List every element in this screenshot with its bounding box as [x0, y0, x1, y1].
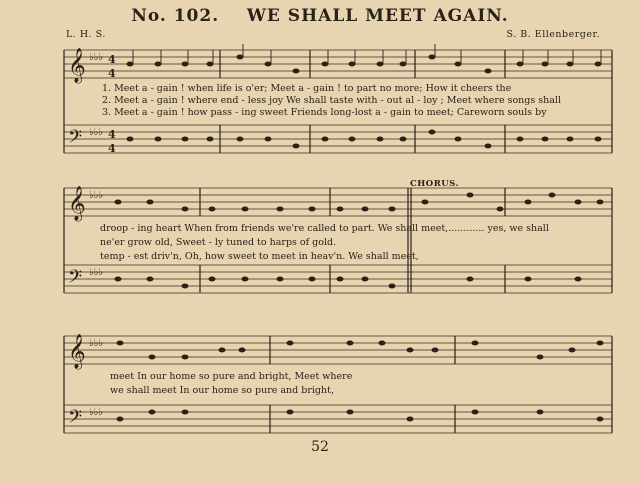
flat-sign-icon: ♭♭♭	[89, 267, 104, 278]
system-3-lyric-1: meet In our home so pure and bright, Meet where	[110, 371, 353, 382]
hymn-number: No. 102.	[131, 6, 220, 26]
bass-staff-1	[64, 125, 612, 153]
time-signature: 4	[108, 128, 116, 141]
verse-2-lyric: 2. Meet a - gain ! where end - less joy We shall taste with - out al - loy ; Meet where songs shall	[102, 95, 562, 106]
treble-clef-icon: 𝄞	[68, 48, 86, 83]
treble-staff-3	[64, 336, 612, 364]
treble-clef-icon: 𝄞	[68, 334, 86, 369]
time-signature: 4	[108, 142, 116, 155]
bass-clef-icon: 𝄢	[68, 407, 83, 432]
composer-credit: S. B. Ellenberger.	[506, 29, 600, 40]
flat-sign-icon: ♭♭♭	[89, 52, 104, 63]
verse-1-lyric: 1. Meet a - gain ! when life is o'er; Meet a - gain ! to part no more; How it cheers the	[102, 83, 512, 94]
treble-staff-1	[64, 50, 612, 78]
time-signature: 4	[108, 53, 116, 66]
system-2-lyric-3: temp - est driv'n, Oh, how sweet to meet in heav'n. We shall meet,	[100, 251, 419, 262]
treble-clef-icon: 𝄞	[68, 186, 86, 221]
time-signature: 4	[108, 67, 116, 80]
bass-clef-icon: 𝄢	[68, 127, 83, 152]
verse-3-lyric: 3. Meet a - gain ! how pass - ing sweet Friends long-lost a - gain to meet; Careworn souls by	[102, 107, 547, 118]
system-3-lyric-2: we shall meet In our home so pure and bright,	[110, 385, 334, 396]
flat-sign-icon: ♭♭♭	[89, 190, 104, 201]
system-2-lyric-1: droop - ing heart When from friends we're called to part. We shall meet,............ yes, we shall	[100, 223, 549, 234]
flat-sign-icon: ♭♭♭	[89, 407, 104, 418]
hymn-name: WE SHALL MEET AGAIN.	[246, 6, 509, 26]
system-2-lyric-2: ne'er grow old, Sweet - ly tuned to harps of gold.	[100, 237, 337, 248]
chorus-label: CHORUS.	[410, 179, 459, 189]
flat-sign-icon: ♭♭♭	[89, 338, 104, 349]
page-number: 52	[311, 439, 329, 455]
lyricist-credit: L. H. S.	[66, 29, 106, 40]
bass-staff-3	[64, 405, 612, 433]
flat-sign-icon: ♭♭♭	[89, 127, 104, 138]
bass-clef-icon: 𝄢	[68, 267, 83, 292]
